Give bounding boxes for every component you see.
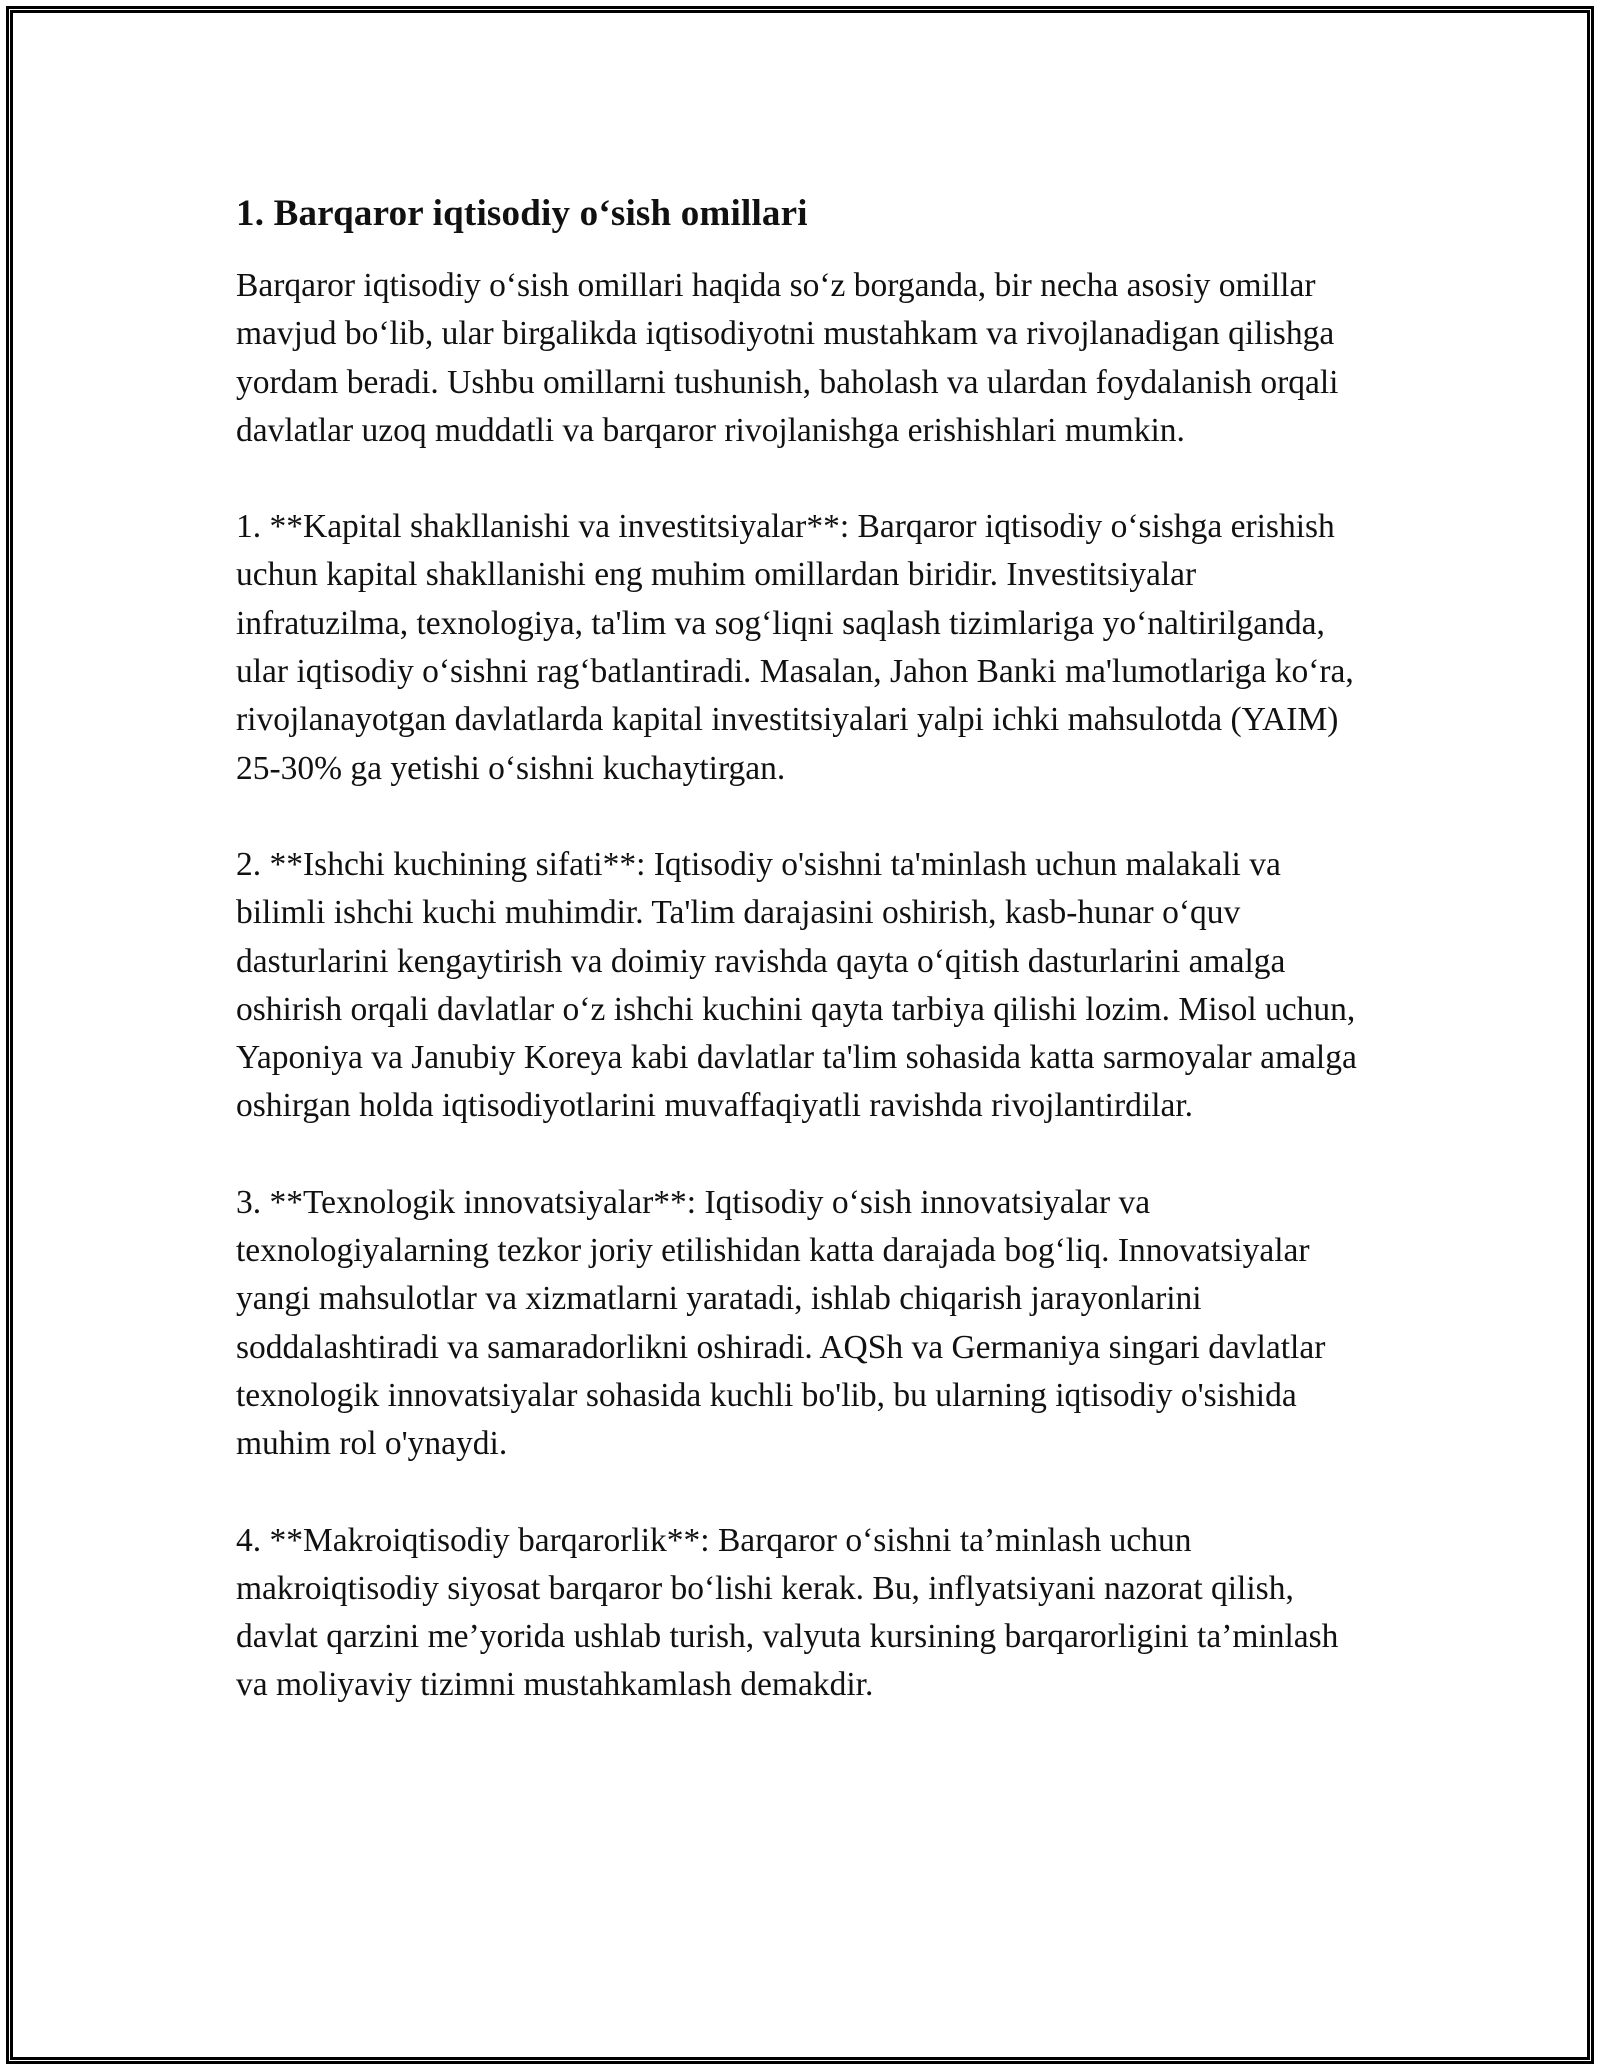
section-heading: 1. Barqaror iqtisodiy o‘sish omillari: [236, 193, 808, 234]
paragraph-macro-stability: 4. **Makroiqtisodiy barqarorlik**: Barqaror o‘sishni ta’minlash uchun makroiqtisodiy siyosat barqaror bo‘lishi kerak. Bu, inflyatsiyani nazorat qilish, davlat qarzini me’yorida ushlab turish, valyuta kursining barqarorligini ta’minlash va moliyaviy tizimni mustahkamlash demakdir.: [236, 1521, 1339, 1704]
paragraph-capital-formation: 1. **Kapital shakllanishi va investitsiyalar**: Barqaror iqtisodiy o‘sishga erishish uchun kapital shakllanishi eng muhim omillardan biridir. Investitsiyalar infratuzilma, texnologiya, ta'lim va sog‘liqni saqlash tizimlariga yo‘naltirilganda, ular iqtisodiy o‘sishni rag‘batlantiradi. Masalan, Jahon Banki ma'lumotlariga ko‘ra, rivojlanayotgan davlatlarda kapital investitsiyalari yalpi ichki mahsulotda (YAIM) 25-30% ga yetishi o‘sishni kuchaytirgan.: [236, 508, 1354, 787]
document-body: [236, 186, 1376, 1710]
intro-paragraph: Barqaror iqtisodiy o‘sish omillari haqida so‘z borganda, bir necha asosiy omillar mavjud bo‘lib, ular birgalikda iqtisodiyotni mustahkam va rivojlanadigan qilishga yordam beradi. Ushbu omillarni tushunish, baholash va ulardan foydalanish orqali davlatlar uzoq muddatli va barqaror rivojlanishga erishishlari mumkin.: [236, 267, 1339, 449]
paragraph-workforce-quality: 2. **Ishchi kuchining sifati**: Iqtisodiy o'sishni ta'minlash uchun malakali va bilimli ishchi kuchi muhimdir. Ta'lim darajasini oshirish, kasb-hunar o‘quv dasturlarini kengaytirish va doimiy ravishda qayta o‘qitish dasturlarini amalga oshirish orqali davlatlar o‘z ishchi kuchini qayta tarbiya qilishi lozim. Misol uchun, Yaponiya va Janubiy Koreya kabi davlatlar ta'lim sohasida katta sarmoyalar amalga oshirgan holda iqtisodiyotlarini muvaffaqiyatli ravishda rivojlantirdilar.: [236, 845, 1357, 1125]
paragraph-tech-innovation: 3. **Texnologik innovatsiyalar**: Iqtisodiy o‘sish innovatsiyalar va texnologiyalarning tezkor joriy etilishidan katta darajada bog‘liq. Innovatsiyalar yangi mahsulotlar va xizmatlarni yaratadi, ishlab chiqarish jarayonlarini soddalashtiradi va samaradorlikni oshiradi. AQSh va Germaniya singari davlatlar texnologik innovatsiyalar sohasida kuchli bo'lib, bu ularning iqtisodiy o'sishida muhim rol o'ynaydi.: [236, 1183, 1326, 1463]
